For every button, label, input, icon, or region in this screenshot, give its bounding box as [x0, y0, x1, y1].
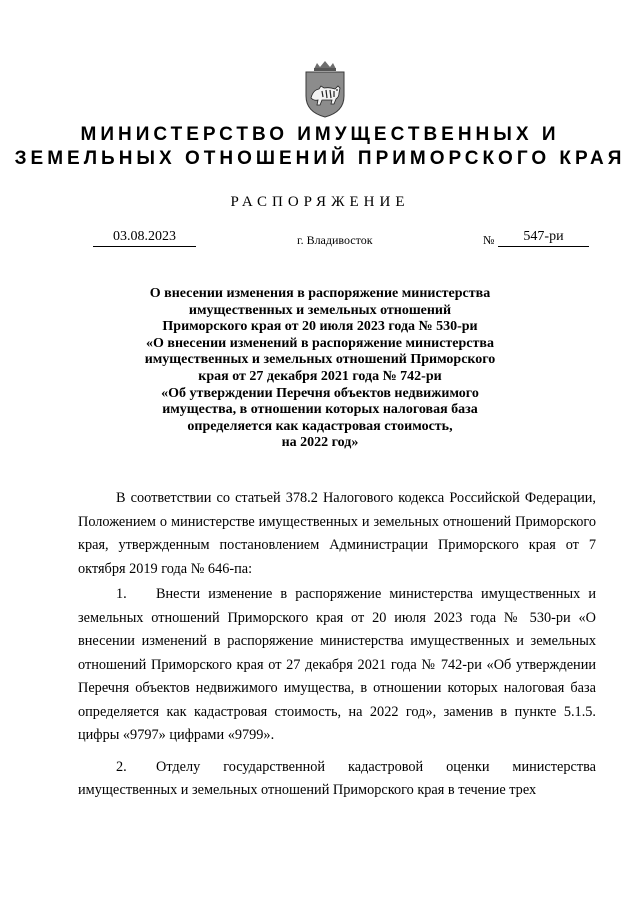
title-line: «О внесении изменений в распоряжение министерства: [146, 335, 494, 351]
document-city: г. Владивосток: [297, 233, 373, 247]
title-line: на 2022 год»: [281, 435, 359, 451]
document-type-heading: РАСПОРЯЖЕНИЕ: [230, 194, 410, 210]
title-line: О внесении изменения в распоряжение министерства: [149, 286, 491, 301]
title-line: имущества, в отношении которых налоговая база: [162, 402, 478, 418]
title-line: имущественных и земельных отношений: [188, 302, 452, 318]
clause-1-text: Внести изменение в распоряжение министерства имущественных и земельных отношений Приморского края от 20 июля 2023 года № 530-ри «О внесении изменений в распоряжение министерства имущественных и земельных отношений Приморского края от 27 декабря 2021 года № 742-ри «Об утверждении Перечня объектов недвижимого имущества, в отношении которых налоговая база определяется как кадастровая стоимость, на 2022 год», заменив в пункте 5.1.5. цифры «9797» цифрами «9799».: [78, 586, 596, 743]
title-line: Приморского края от 20 июля 2023 года № 530-ри: [162, 319, 478, 335]
title-line: края от 27 декабря 2021 года № 742-ри: [198, 368, 442, 384]
ministry-name-line-2: ЗЕМЕЛЬНЫХ ОТНОШЕНИЙ ПРИМОРСКОГО КРАЯ: [14, 148, 626, 169]
document-title: [100, 286, 540, 452]
clause-2-paragraph: [78, 756, 596, 803]
number-sign: №: [483, 233, 495, 247]
primorsky-krai-coat-of-arms-icon: [302, 60, 348, 118]
clause-2-number: 2.: [116, 758, 127, 775]
document-date: 03.08.2023: [93, 229, 196, 247]
clause-1-number: 1.: [116, 586, 127, 602]
clause-1-paragraph: [78, 583, 596, 748]
ministry-name-line-1: МИНИСТЕРСТВО ИМУЩЕСТВЕННЫХ И: [80, 124, 560, 145]
title-line: «Об утверждении Перечня объектов недвижимого: [161, 385, 479, 401]
preamble-paragraph: В соответствии со статьей 378.2 Налогового кодекса Российской Федерации, Положением о министерстве имущественных и земельных отношений Приморского края, утвержденным постановлением Администрации Приморского края от 7 октября 2019 года № 646-па:: [78, 490, 596, 577]
document-body: [78, 487, 596, 803]
document-number: 547-ри: [498, 229, 589, 247]
title-line: определяется как кадастровая стоимость,: [187, 418, 453, 434]
clause-2-text: Отделу государственной кадастровой оценки министерства имущественных и земельных отношений Приморского края в течение трех: [78, 758, 596, 798]
title-line: имущественных и земельных отношений Приморского: [144, 352, 496, 368]
